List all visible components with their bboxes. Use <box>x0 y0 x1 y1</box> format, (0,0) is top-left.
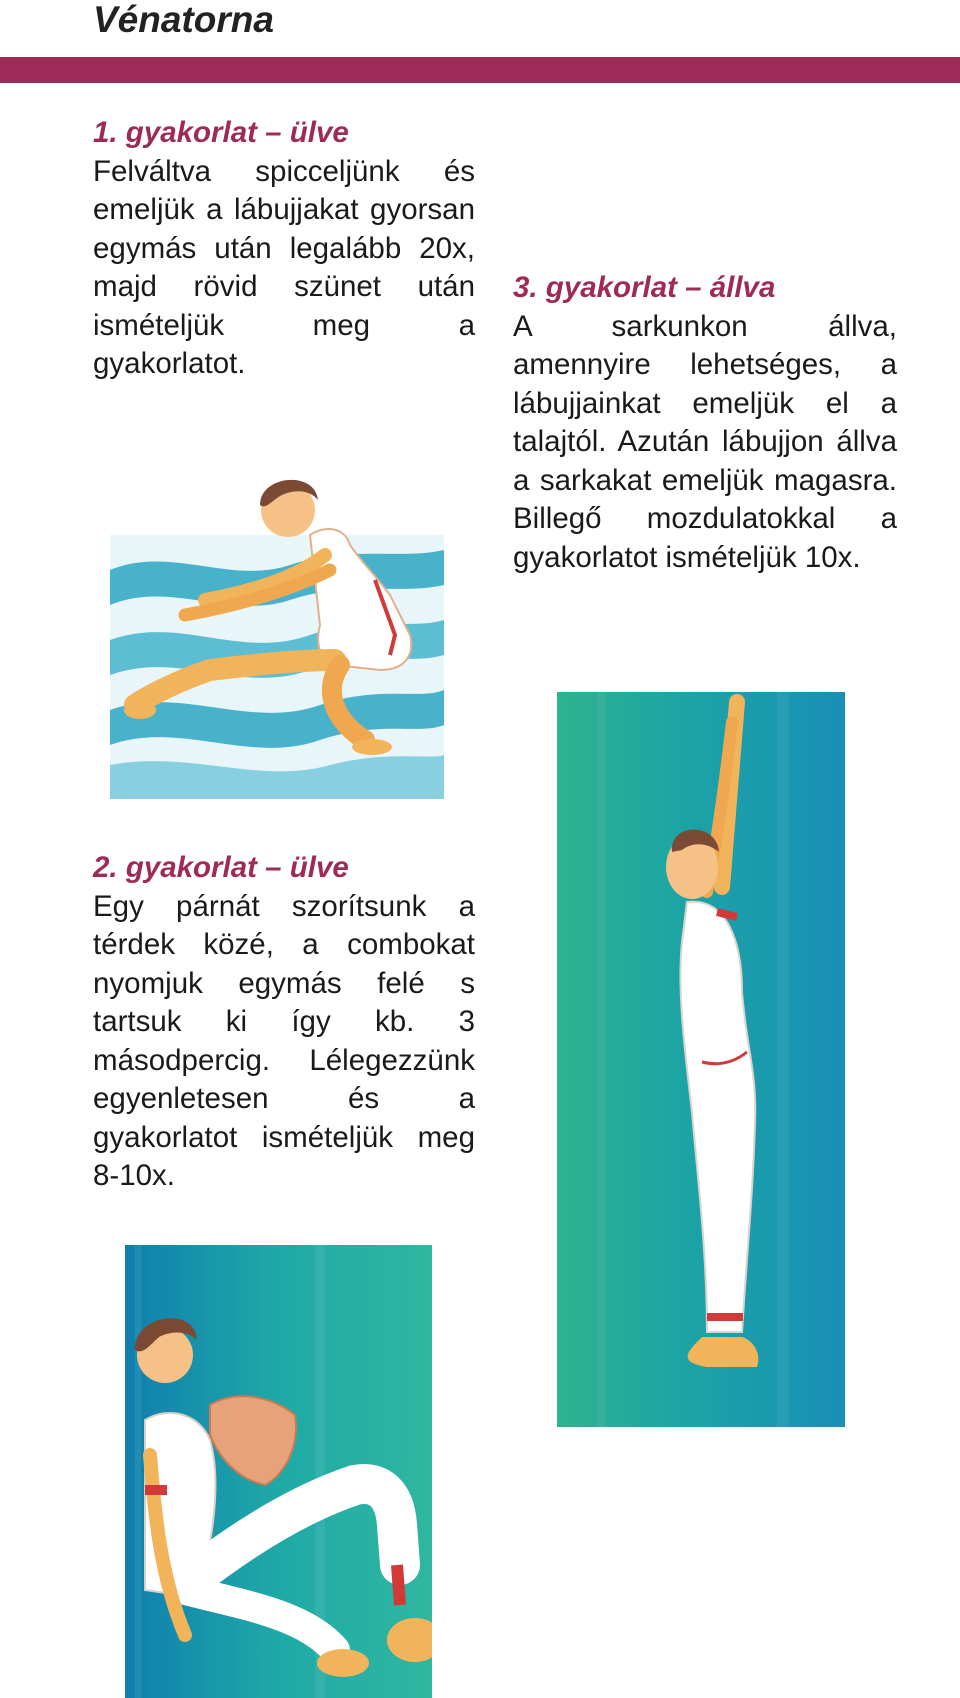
header-bar <box>0 57 960 83</box>
exercise-2-heading: 2. gyakorlat – ülve <box>93 851 349 884</box>
exercise-2-text: Egy párnát szorítsunk a térdek közé, a combokat nyomjuk egymás felé s tartsuk ki így kb. 3 másodpercig. Lélegezzünk egyenletesen és a gyakorlatot ismételjük meg 8-10x. <box>93 889 475 1192</box>
exercise-3 <box>513 269 897 577</box>
exercise-1 <box>93 114 475 384</box>
exercise-1-heading: 1. gyakorlat – ülve <box>93 116 349 149</box>
exercise-3-text: A sarkunkon állva, amennyire lehetséges, a lábujjainkat emeljük el a talajtól. Azután lábujjon állva a sarkakat emeljük magasra. Billegő mozdulatokkal a gyakorlatot ismételjük 10x. <box>513 309 897 574</box>
exercise-1-text: Felváltva spicceljünk és emeljük a lábujjakat gyorsan egymás után legalább 20x, majd rövid szünet után ismételjük meg a gyakorlatot. <box>93 154 475 380</box>
exercise-2 <box>93 849 475 1196</box>
woman-standing-arms-raised-illustration <box>557 692 845 1427</box>
exercise-3-heading: 3. gyakorlat – állva <box>513 271 776 304</box>
page-title: Vénatorna <box>93 0 274 40</box>
woman-sitting-with-pillow-illustration <box>125 1245 432 1698</box>
woman-sitting-on-waves-illustration <box>110 465 444 799</box>
